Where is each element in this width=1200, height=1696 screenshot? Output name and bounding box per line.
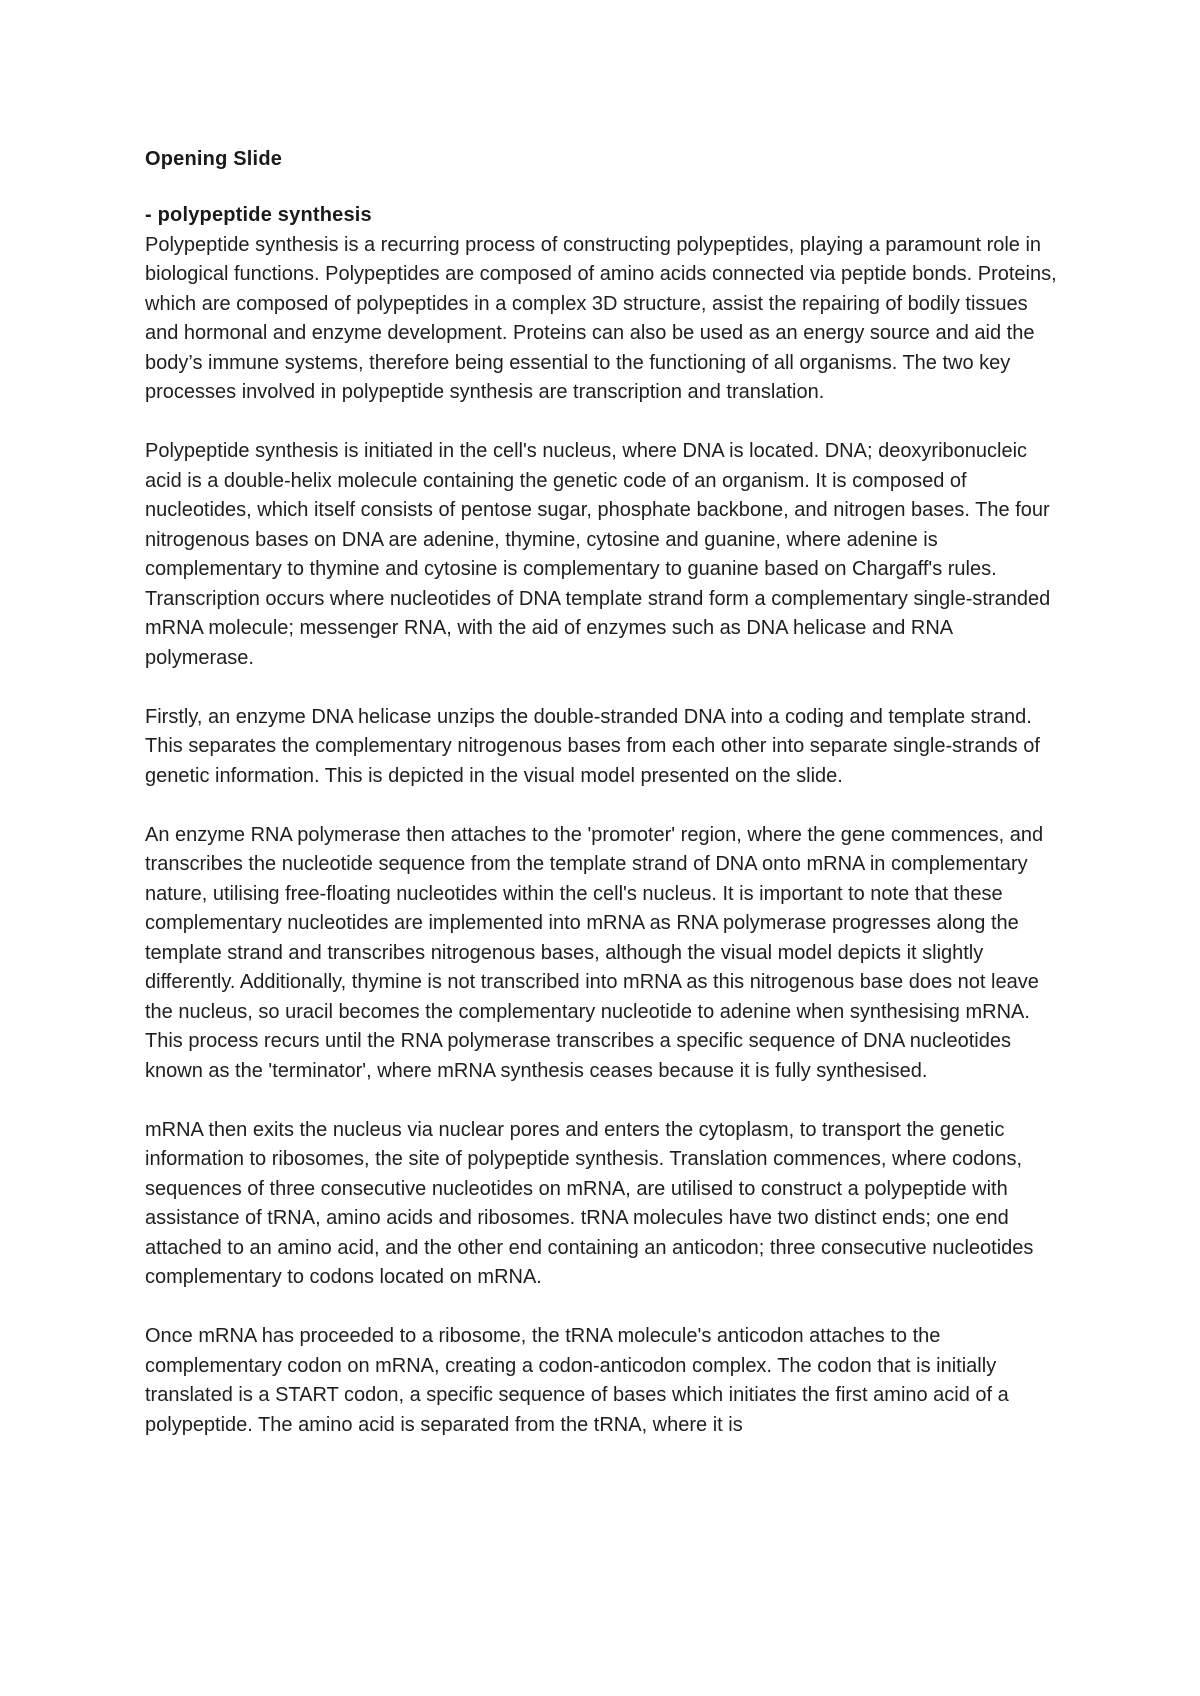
paragraph-translation: mRNA then exits the nucleus via nuclear pores and enters the cytoplasm, to transport the genetic information to ribosomes, the site of polypeptide synthesis. Translation commences, where codons, sequences of three consecutive nucleotides on mRNA, are utilised to construct a polypeptide with assistance of tRNA, amino acids and ribosomes. tRNA molecules have two distinct ends; one end attached to an amino acid, and the other end containing an anticodon; three consecutive nucleotides complementary to codons located on mRNA. <box>145 1118 1034 1288</box>
paragraph-rna-polymerase: An enzyme RNA polymerase then attaches to the 'promoter' region, where the gene commences, and transcribes the nucleotide sequence from the template strand of DNA onto mRNA in complementary nature, utilising free-floating nucleotides within the cell's nucleus. It is important to note that these complementary nucleotides are implemented into mRNA as RNA polymerase progresses along the template strand and transcribes nitrogenous bases, although the visual model depicts it slightly differently. Additionally, thymine is not transcribed into mRNA as this nitrogenous base does not leave the nucleus, so uracil becomes the complementary nucleotide to adenine when synthesising mRNA. This process recurs until the RNA polymerase transcribes a specific sequence of DNA nucleotides known as the 'terminator', where mRNA synthesis ceases because it is fully synthesised. <box>145 823 1044 1082</box>
document-page <box>145 144 1065 1470</box>
document-title: Opening Slide <box>145 148 283 170</box>
section-heading: - polypeptide synthesis <box>145 204 372 226</box>
paragraph-ribosome: Once mRNA has proceeded to a ribosome, the tRNA molecule's anticodon attaches to the complementary codon on mRNA, creating a codon-anticodon complex. The codon that is initially translated is a START codon, a specific sequence of bases which initiates the first amino acid of a polypeptide. The amino acid is separated from the tRNA, where it is <box>145 1325 1009 1436</box>
paragraph-dna-transcription: Polypeptide synthesis is initiated in the cell's nucleus, where DNA is located. DNA; deoxyribonucleic acid is a double-helix molecule containing the genetic code of an organism. It is composed of nucleotides, which itself consists of pentose sugar, phosphate backbone, and nitrogen bases. The four nitrogenous bases on DNA are adenine, thymine, cytosine and guanine, where adenine is complementary to thymine and cytosine is complementary to guanine based on Chargaff's rules. Transcription occurs where nucleotides of DNA template strand form a complementary single-stranded mRNA molecule; messenger RNA, with the aid of enzymes such as DNA helicase and RNA polymerase. <box>145 440 1051 669</box>
paragraph-helicase: Firstly, an enzyme DNA helicase unzips the double-stranded DNA into a coding and template strand. This separates the complementary nitrogenous bases from each other into separate single-strands of genetic information. This is depicted in the visual model presented on the slide. <box>145 705 1040 787</box>
paragraph-intro: Polypeptide synthesis is a recurring process of constructing polypeptides, playing a paramount role in biological functions. Polypeptides are composed of amino acids connected via peptide bonds. Proteins, which are composed of polypeptides in a complex 3D structure, assist the repairing of bodily tissues and hormonal and enzyme development. Proteins can also be used as an energy source and aid the body’s immune systems, therefore being essential to the functioning of all organisms. The two key processes involved in polypeptide synthesis are transcription and translation. <box>145 233 1057 403</box>
